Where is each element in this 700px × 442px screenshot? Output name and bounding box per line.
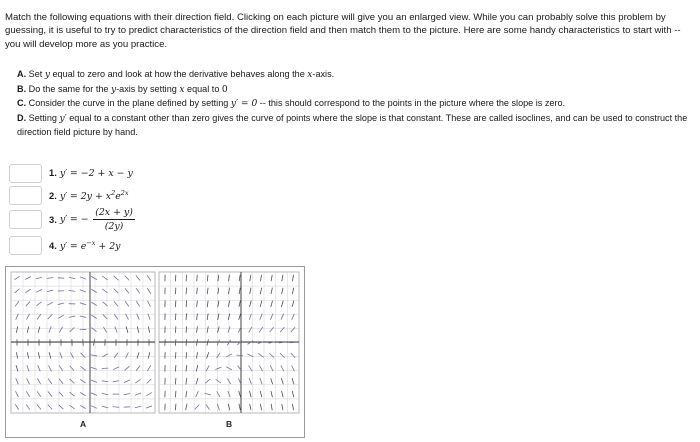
figure-label-a: A	[80, 419, 87, 429]
direction-field-b[interactable]	[159, 272, 299, 413]
slope-segment	[175, 391, 176, 397]
instructions-text: Match the following equations with their direction field. Clicking on each picture will give you an enlarged view. While you can probably solve this problem by guessing, it is useful to try to predict characteristics of the direction field and then match them to the picture. Here are some handy characteristics to start with -- you will develop more as you practice.	[5, 12, 681, 50]
equation-row-3	[9, 207, 309, 232]
answer-input-4[interactable]	[9, 236, 42, 255]
direction-field-svg	[6, 267, 304, 437]
answer-input-3[interactable]	[9, 210, 42, 229]
equation-2: 2. $y' = 2y + x^2e^{2x}$	[49, 189, 129, 203]
equation-4: 4. $y' = e^{-x} + 2y$	[49, 239, 121, 253]
hint-d: D. Setting y′ equal to a constant other than zero gives the curve of points where the slope is that constant. These are called isoclines, and can be used to construct the direction field picture by hand.	[17, 112, 688, 138]
answer-input-1[interactable]	[9, 164, 42, 183]
equation-3: 3. y′ = − $\frac{(2x + y)}{(2y)}$	[49, 207, 133, 232]
equation-3-fraction: $\frac{(2x + y)}{(2y)}$	[95, 207, 133, 232]
equation-row-2	[9, 186, 309, 206]
direction-field-a[interactable]	[11, 272, 155, 413]
direction-field-figure	[5, 266, 305, 438]
slope-segment	[186, 313, 187, 319]
hint-b: B. Do the same for the y-axis by setting x equal to 0	[17, 83, 228, 95]
hint-a: A. Set y equal to zero and look at how the derivative behaves along the x-axis.	[17, 69, 335, 80]
slope-segment	[186, 326, 187, 332]
figure-label-b: B	[226, 419, 233, 429]
slope-segment	[197, 275, 198, 281]
equation-row-1	[9, 164, 309, 184]
equation-1: 1. y′ = −2 + x − y	[49, 167, 133, 179]
hint-list	[17, 68, 695, 140]
answer-input-2[interactable]	[9, 186, 42, 205]
slope-segment	[236, 355, 242, 356]
hint-c: C. Consider the curve in the plane defined by setting y′ = 0 -- this should correspond to the points in the picture where the slope is zero.	[17, 98, 566, 110]
equation-row-4	[9, 236, 309, 256]
